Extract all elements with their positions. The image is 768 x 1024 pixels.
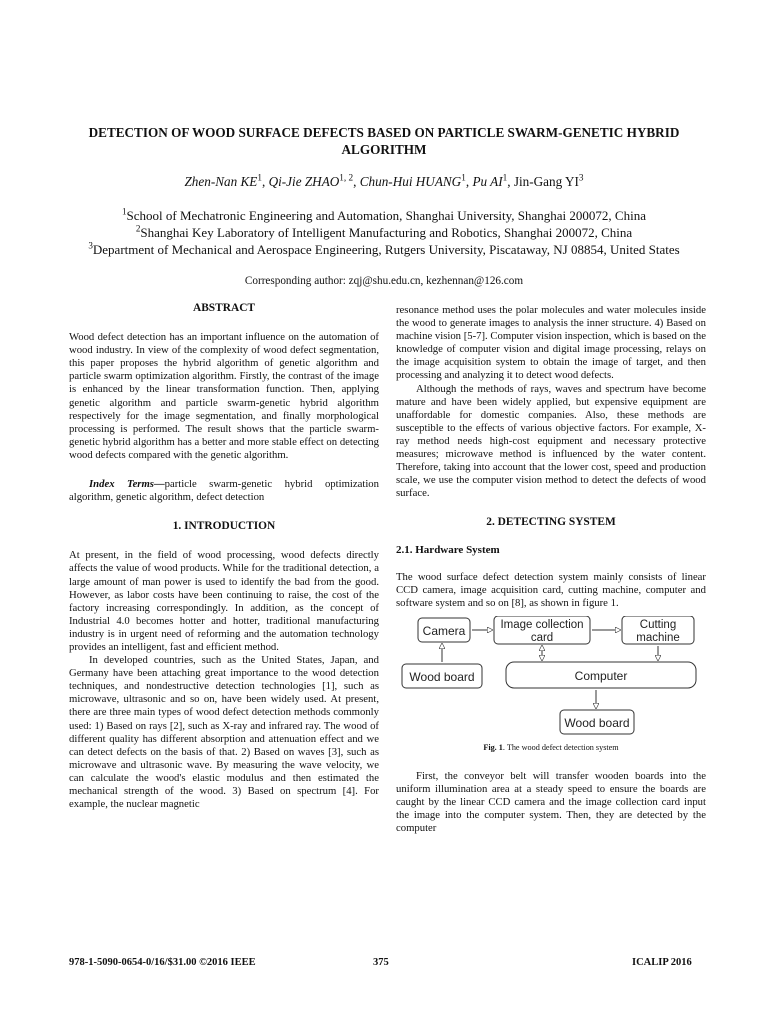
author: Chun-Hui HUANG$^1$, bbox=[359, 172, 473, 189]
right-paragraph-2: Although the methods of rays, waves and spectrum have become mature and have been widely applied, but expensive equipment are unaffordable for domestic companies. Also, these methods are susceptible to the effects of various objective factors. For example, X-ray method needs high-cost equipment and necessary protective measures; microwave method is influenced by the water content. Therefore, taking into account that the lower cost, speed and production scale, we use the computer vision method to detect the defects of wood surface. bbox=[396, 382, 706, 500]
affiliation-2: $^2$Shanghai Key Laboratory of Intelligent Manufacturing and Robotics, Shanghai 200072, China bbox=[135, 223, 633, 240]
index-terms: Index Terms—particle swarm-genetic hybrid optimization algorithm, genetic algorithm, defect detection bbox=[69, 478, 379, 504]
figure-caption: Fig. 1. The wood defect detection system bbox=[483, 742, 619, 752]
camera-label: Camera bbox=[422, 623, 466, 638]
left-column bbox=[69, 302, 379, 811]
author: Pu $AI^1$, bbox=[472, 172, 514, 189]
footer-isbn: 978-1-5090-0654-0/16/$31.00 ©2016 IEEE bbox=[69, 957, 256, 968]
wood-board-input-label: Wood board bbox=[409, 669, 475, 684]
computer-label: Computer bbox=[574, 668, 628, 683]
corresponding-author: Corresponding author: zqj@shu.edu.cn, kezhennan@126.com bbox=[244, 275, 524, 287]
card-label-line2: card bbox=[530, 631, 554, 644]
right-column bbox=[396, 304, 706, 835]
paper-title: DETECTION OF WOOD SURFACE DEFECTS BASED ON PARTICLE SWARM-GENETIC HYBRID ALGORITHM bbox=[88, 125, 680, 157]
footer-conference: ICALIP 2016 bbox=[632, 957, 692, 968]
author: Qi-Jie ZHAO$^{1, 2}$, bbox=[268, 172, 360, 189]
hardware-system-heading: 2.1. Hardware System bbox=[396, 543, 500, 556]
figure-1 bbox=[396, 616, 706, 741]
author: Zhen-Nan $KE^1$, bbox=[184, 172, 269, 189]
introduction-heading: 1. INTRODUCTION bbox=[172, 520, 276, 533]
cutting-label-line1: Cutting bbox=[639, 618, 677, 631]
author: Jin-Gang $YI^3$ bbox=[513, 172, 584, 189]
card-label-line1: Image collection bbox=[500, 618, 584, 631]
system-diagram bbox=[396, 616, 706, 741]
detecting-system-heading: 2. DETECTING SYSTEM bbox=[486, 516, 616, 529]
wood-board-output-label: Wood board bbox=[564, 715, 630, 730]
abstract-heading: ABSTRACT bbox=[192, 302, 256, 314]
right-paragraph-1: resonance method uses the polar molecules and water molecules inside the wood to generate images to analysis the inner structure. 4) Based on machine vision [5-7]. Computer vision inspection, which is based on the knowledge of computer vision and digital image processing, relays on the image acquisition system to obtain the image of target, and then processing and analyzing it to detect wood defects. bbox=[396, 304, 706, 382]
hardware-paragraph: The wood surface defect detection system mainly consists of linear CCD camera, image acquisition card, cutting machine, computer and software system and so on [8], as shown in figure 1. bbox=[396, 570, 706, 609]
affiliation-1: $^1$School of Mechatronic Engineering and Automation, Shanghai University, Shanghai 200072, China bbox=[122, 206, 646, 223]
abstract-text: Wood defect detection has an important influence on the automation of wood industry. In view of the complexity of wood defect segmentation, this paper proposes the hybrid algorithm of genetic algorithm and particle swarm optimization algorithm. Firstly, the contrast of the image is enhanced by the linear transformation function. Then, applying genetic algorithm and particle swarm-genetic hybrid algorithm respectively for the image segmentation, and finally morphological processing is performed. The result shows that the particle swarm-genetic hybrid algorithm has a better and more stable effect on detecting wood defects compared with the genetic algorithm. bbox=[69, 331, 379, 461]
intro-paragraph-1: At present, in the field of wood processing, wood defects directly affects the value of wood products. While for the traditional detection, a large amount of man power is used to identify the bad from the good. However, as labor costs have been continuing to raise, the cost of the factory increasing correspondingly. In addition, as the concept of Industrial 4.0 becomes hotter and hotter, traditional manufacturing industry is in urgent need of reforming and the automation technology provides an intelligent, fast and efficient method. bbox=[69, 549, 379, 653]
cutting-label-line2: machine bbox=[636, 631, 680, 644]
intro-paragraph-2: In developed countries, such as the United States, Japan, and Germany have been attaching great importance to the wood detection techniques, and nondestructive detection technologies [1], such as microwave, ultrasonic and so on, have been widely used. At present, there are three main types of wood defect detection methods commonly used: 1) Based on rays [2], such as X-ray and infrared ray. The wood of different quality has different absorption and attenuation effect and we can detect defects on the basis of that. 2) Based on waves [3], such as microwave and ultrasonic wave. By measuring the wave velocity, we can calculate the wood's elastic modulus and then estimated the mechanical strength of the wood. 3) Based on spectrum [4]. For example, the nuclear magnetic bbox=[69, 654, 379, 811]
author-line bbox=[80, 174, 688, 190]
right-paragraph-4: First, the conveyor belt will transfer wooden boards into the uniform illumination area at a steady speed to ensure the boards are caught by the linear CCD camera and the image collection card input the image into the computer system. Then, they are detected by the computer bbox=[396, 769, 706, 835]
footer-page-number: 375 bbox=[373, 957, 389, 968]
affiliation-3: $^3$Department of Mechanical and Aerospace Engineering, Rutgers University, Piscataway, NJ 08854, United States bbox=[88, 240, 680, 257]
